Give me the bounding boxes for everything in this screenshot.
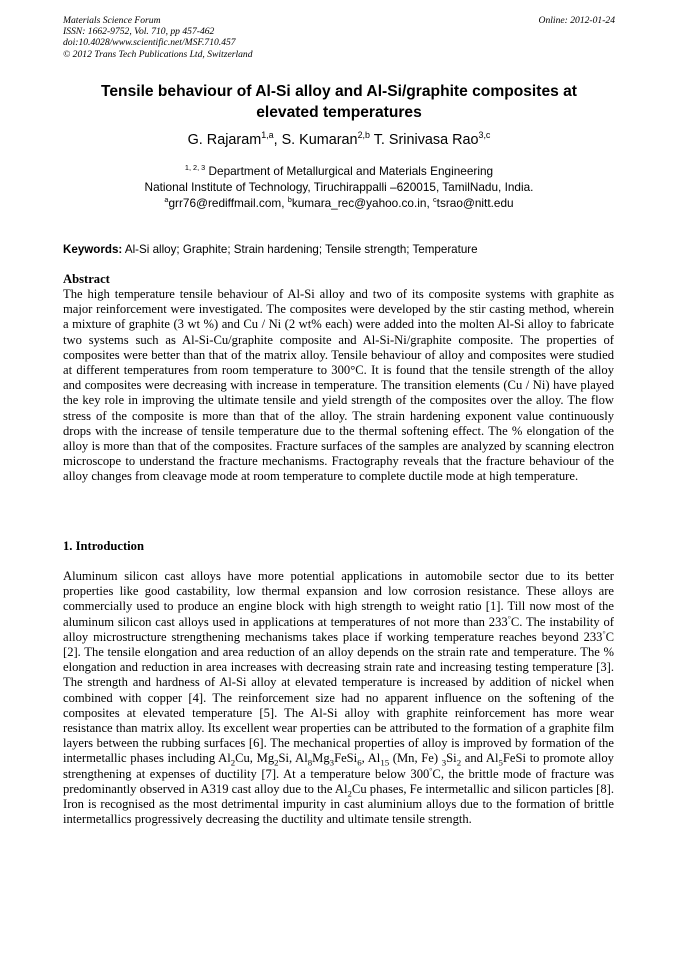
subscript: 5 <box>498 757 503 768</box>
text-run: Si, Al <box>278 751 308 766</box>
introduction-text <box>63 569 614 827</box>
keywords-label: Keywords: <box>63 243 123 256</box>
superscript: ° <box>429 765 433 775</box>
author: G. Rajaram$^{1,a}$, <box>187 130 282 148</box>
abstract-text: The high temperature tensile behaviour of Al-Si alloy and two of its composite systems with graphite as major reinforcement were investigated. The composites were developed by the stir casting method, wherein a mixture of graphite (3 wt %) and Cu / Ni (2 wt% each) were added into the molten Al-Si alloy to fabricate two systems such as Al-Si-Cu/graphite composite and Al-Si-Ni/graphite composite. The properties of composites were better than that of the matrix alloy. Tensile behaviour of alloy and composites were studied at different temperatures from room temperature to 300°C. It is found that the tensile strength of the alloy and composites were decreasing with increase in temperature. The transition elements (Cu / Ni) have played the key role in improving the ultimate tensile and yield strength of the composites over the alloy. The flow stress of the composite is more than that of the alloy. The strain hardening exponent value continuously drops with the increase of tensile temperature due to the thermal softening effect. The % elongation of the alloy is more than that of the composites. Fracture surfaces of the samples are analyzed by scanning electron microscope to understand the fracture mechanisms. Fractography reveals that the fracture behaviour of the alloy changes from cleavage mode at room temperature to complete ductile mode at high temperature. <box>63 287 614 484</box>
keywords <box>63 242 615 257</box>
author: S. Kumaran$^{2,b}$ <box>281 130 370 148</box>
subscript: 2 <box>456 757 462 768</box>
superscript: ° <box>602 628 606 638</box>
doi-line: doi:10.4028/www.scientific.net/MSF.710.457 <box>63 37 236 49</box>
text-run: C, the brittle mode of fracture was predominantly observed in A319 cast alloy due to the Al <box>63 766 614 796</box>
issn-line: ISSN: 1662-9752, Vol. 710, pp 457-462 <box>63 26 215 38</box>
subscript: 6 <box>357 757 362 768</box>
affiliation-department: $^{1, 2, 3}$ Department of Metallurgical and Materials Engineering <box>184 163 494 178</box>
text-run: FeSi <box>334 751 358 766</box>
email: $^b$kumara_rec@yahoo.co.in, <box>287 195 434 210</box>
text-run: and Al <box>461 751 499 766</box>
email: $^a$grr76@rediffmail.com, <box>164 195 288 210</box>
text-run: Mg <box>312 751 330 766</box>
text-run: C [2]. The tensile elongation and area reduction of an alloy depends on the strain rate and temperature. The % elongation and reduction in area increases with decreasing strain rate and increasing testing temperature [3]. The strength and hardness of Al-Si alloy at elevated temperature is increased by addition of nickel when combined with copper [4]. The reinforcement size had no apparent influence on the softening of the composites at elevated temperature [5]. The Al-Si alloy with graphite reinforcement has more wear resistance than matrix alloy. Its excellent wear properties can be attributed to the formation of a graphite film layers between the rubbing surfaces [6]. The mechanical properties of alloy is improved by formation of the intermetallic phases including Al <box>63 629 614 766</box>
text-run: Cu, Mg <box>235 751 275 766</box>
email: $^c$tsrao@nitt.edu <box>433 195 514 210</box>
subscript: 3 <box>329 757 335 768</box>
author-list <box>63 131 615 149</box>
text-run: Si <box>446 751 457 766</box>
text-run: (Mn, Fe) <box>389 751 442 766</box>
subscript: 15 <box>380 757 390 768</box>
journal-header <box>63 15 615 60</box>
text-run: FeSi to promote alloy strengthening at expenses of ductility [7]. At a temperature below 300 <box>63 751 614 781</box>
subscript: 3 <box>441 757 447 768</box>
paper-title: Tensile behaviour of Al-Si alloy and Al-Si/graphite composites at elevated temperatures <box>101 83 577 121</box>
affiliation-institute: National Institute of Technology, Tiruchirappalli –620015, TamilNadu, India. <box>144 180 534 194</box>
superscript: ° <box>507 613 511 623</box>
abstract-heading: Abstract <box>63 272 110 286</box>
keywords-text: Al-Si alloy; Graphite; Strain hardening; Tensile strength; Temperature <box>124 243 478 256</box>
subscript: 2 <box>274 757 279 768</box>
author: T. Srinivasa Rao$^{3,c}$ <box>373 130 491 148</box>
author-emails <box>63 195 615 211</box>
text-run: , Al <box>361 751 381 766</box>
text-run: Cu phases, Fe intermetallic and silicon particles [8]. Iron is recognised as the most detrimental impurity in cast aluminium alloys due to the formation of brittle intermetallics progressively decreasing the ductility and ultimate tensile strength. <box>63 781 614 827</box>
journal-name: Materials Science Forum <box>63 15 161 26</box>
text-run: C. The instability of alloy microstructure strengthening mechanisms takes place if working temperature reaches beyond 233 <box>63 614 614 644</box>
subscript: 2 <box>347 788 352 799</box>
online-date: Online: 2012-01-24 <box>538 15 615 26</box>
text-run: Aluminum silicon cast alloys have more potential applications in automobile sector due to its better properties like good castability, low thermal expansion and low corrosion resistance. These alloys are commercially used to produce an engine block with high strength to weight ratio [1]. Till now most of the aluminum silicon cast alloys used in applications at temperatures of not more than 233 <box>63 569 614 629</box>
copyright-line: © 2012 Trans Tech Publications Ltd, Switzerland <box>63 48 253 60</box>
subscript: 2 <box>230 757 236 768</box>
affiliation <box>63 163 615 211</box>
subscript: 8 <box>307 757 313 768</box>
introduction-heading: 1. Introduction <box>63 539 144 553</box>
